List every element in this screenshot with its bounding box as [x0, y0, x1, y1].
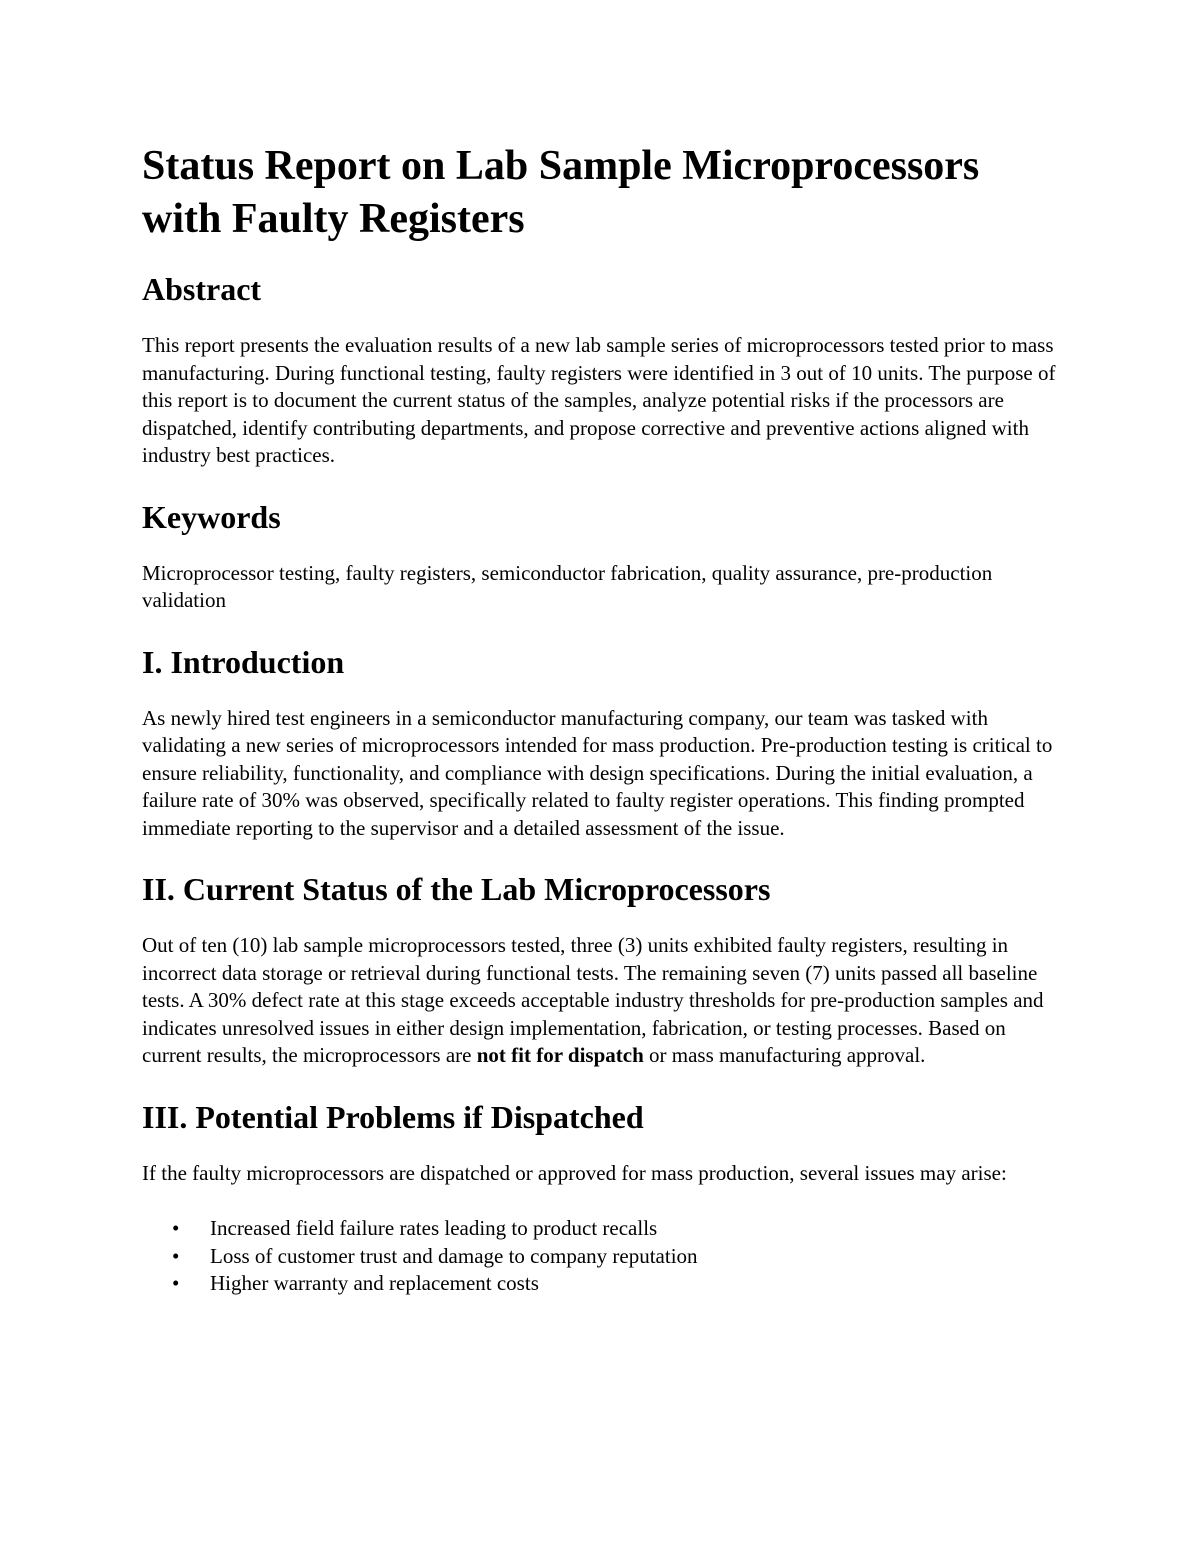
current-status-paragraph	[142, 932, 1062, 1070]
list-item	[172, 1243, 1062, 1271]
list-item-text: Higher warranty and replacement costs	[210, 1271, 539, 1295]
current-status-heading: II. Current Status of the Lab Microprocessors	[142, 871, 771, 907]
current-status-text-after: or mass manufacturing approval.	[643, 1043, 926, 1067]
list-item	[172, 1215, 1062, 1243]
bullet-icon: •	[172, 1243, 180, 1268]
introduction-paragraph: As newly hired test engineers in a semiconductor manufacturing company, our team was tasked with validating a new series of microprocessors intended for mass production. Pre-production testing is critical to ensure reliability, functionality, and compliance with design specifications. During the initial evaluation, a failure rate of 30% was observed, specifically related to faulty register operations. This finding prompted immediate reporting to the supervisor and a detailed assessment of the issue.	[142, 705, 1053, 840]
list-item-text: Increased field failure rates leading to product recalls	[210, 1216, 658, 1240]
potential-problems-heading: III. Potential Problems if Dispatched	[142, 1098, 644, 1135]
list-item	[172, 1270, 1062, 1298]
bullet-icon: •	[172, 1216, 180, 1240]
abstract-heading: Abstract	[142, 271, 262, 307]
potential-problems-intro: If the faulty microprocessors are dispatched or approved for mass production, several issues may arise:	[142, 1160, 1007, 1185]
potential-problems-list	[142, 1215, 1062, 1298]
keywords-paragraph: Microprocessor testing, faulty registers, semiconductor fabrication, quality assurance, pre-production validation	[142, 560, 993, 612]
keywords-heading: Keywords	[142, 498, 281, 535]
current-status-bold-phrase: not fit for dispatch	[476, 1043, 644, 1067]
abstract-paragraph: This report presents the evaluation results of a new lab sample series of microprocessors tested prior to mass manufacturing. During functional testing, faulty registers were identified in 3 out of 10 units. The purpose of this report is to document the current status of the samples, analyze potential risks if the processors are dispatched, identify contributing departments, and propose corrective and preventive actions aligned with industry best practices.	[142, 333, 1056, 467]
current-status-text-before: Out of ten (10) lab sample microprocessors tested, three (3) units exhibited faulty registers, resulting in incorrect data storage or retrieval during functional tests. The remaining seven (7) units passed all baseline tests. A 30% defect rate at this stage exceeds acceptable industry thresholds for pre-production samples and indicates unresolved issues in either design implementation, fabrication, or testing processes. Based on current results, the microprocessors are	[142, 933, 1044, 1067]
introduction-heading: I. Introduction	[142, 643, 345, 680]
document-page	[142, 140, 1062, 1298]
document-title: Status Report on Lab Sample Microprocessors with Faulty Registers	[142, 143, 980, 242]
bullet-icon: •	[172, 1271, 180, 1295]
list-item-text: Loss of customer trust and damage to company reputation	[210, 1243, 698, 1268]
